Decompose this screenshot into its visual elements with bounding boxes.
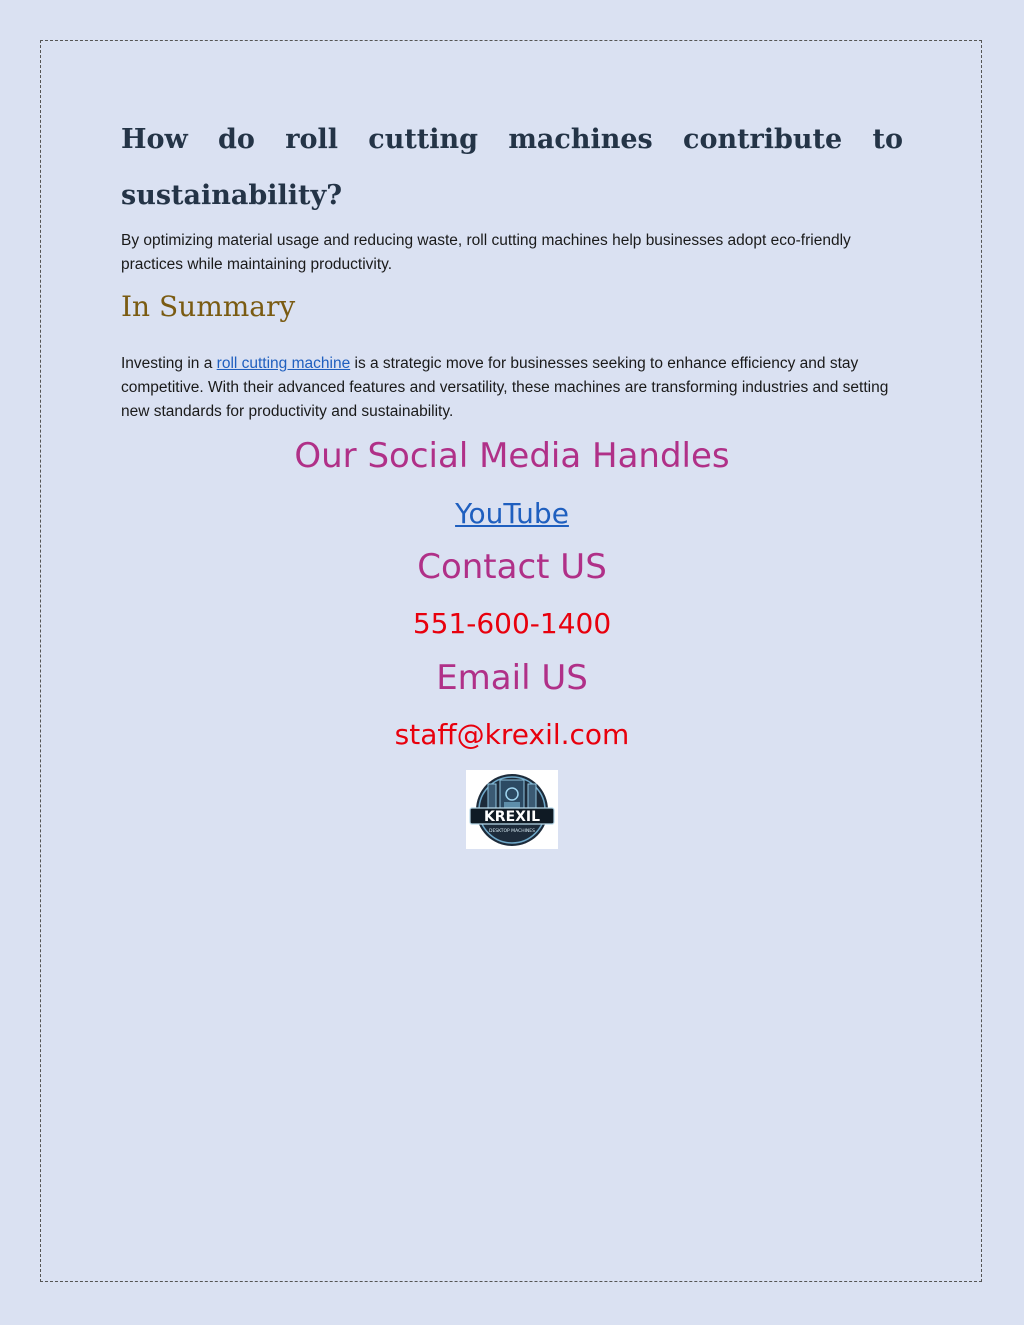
- summary-text-end: is a strategic move for businesses seeking to enhance efficiency and stay competitive. With their advanced features and versatility, these machines are transforming industries and setting new standards for productivity and sustainability.: [121, 355, 889, 420]
- youtube-link[interactable]: YouTube: [455, 497, 569, 530]
- heading-word: How: [121, 124, 188, 155]
- logo-tagline-text: DESKTOP MACHINES: [488, 829, 536, 834]
- krexil-logo: [466, 770, 558, 849]
- email-heading: Email US: [436, 658, 588, 698]
- logo-brand-text: KREXIL: [483, 809, 541, 825]
- heading-word: do: [218, 124, 255, 155]
- heading-word: contribute: [683, 124, 843, 155]
- heading-line-1: [121, 112, 903, 168]
- heading-word: cutting: [368, 124, 479, 155]
- heading-word: machines: [508, 124, 653, 155]
- social-media-heading: Our Social Media Handles: [294, 436, 730, 476]
- contact-heading: Contact US: [417, 547, 607, 587]
- sustainability-paragraph: By optimizing material usage and reducing waste, roll cutting machines help businesses adopt eco-friendly practices while maintaining productivity.: [121, 232, 851, 273]
- roll-cutting-machine-link[interactable]: roll cutting machine: [216, 355, 351, 372]
- summary-paragraph: [121, 352, 903, 424]
- email-address: staff@krexil.com: [394, 718, 630, 751]
- phone-number: 551-600-1400: [412, 607, 612, 640]
- sustainability-question-heading: [121, 112, 903, 224]
- summary-heading: In Summary: [121, 290, 296, 323]
- heading-line-2: sustainability?: [121, 180, 343, 211]
- heading-word: to: [872, 124, 903, 155]
- krexil-logo-graphic: [466, 770, 558, 849]
- heading-word: roll: [285, 124, 338, 155]
- summary-text-start: Investing in a: [121, 355, 217, 372]
